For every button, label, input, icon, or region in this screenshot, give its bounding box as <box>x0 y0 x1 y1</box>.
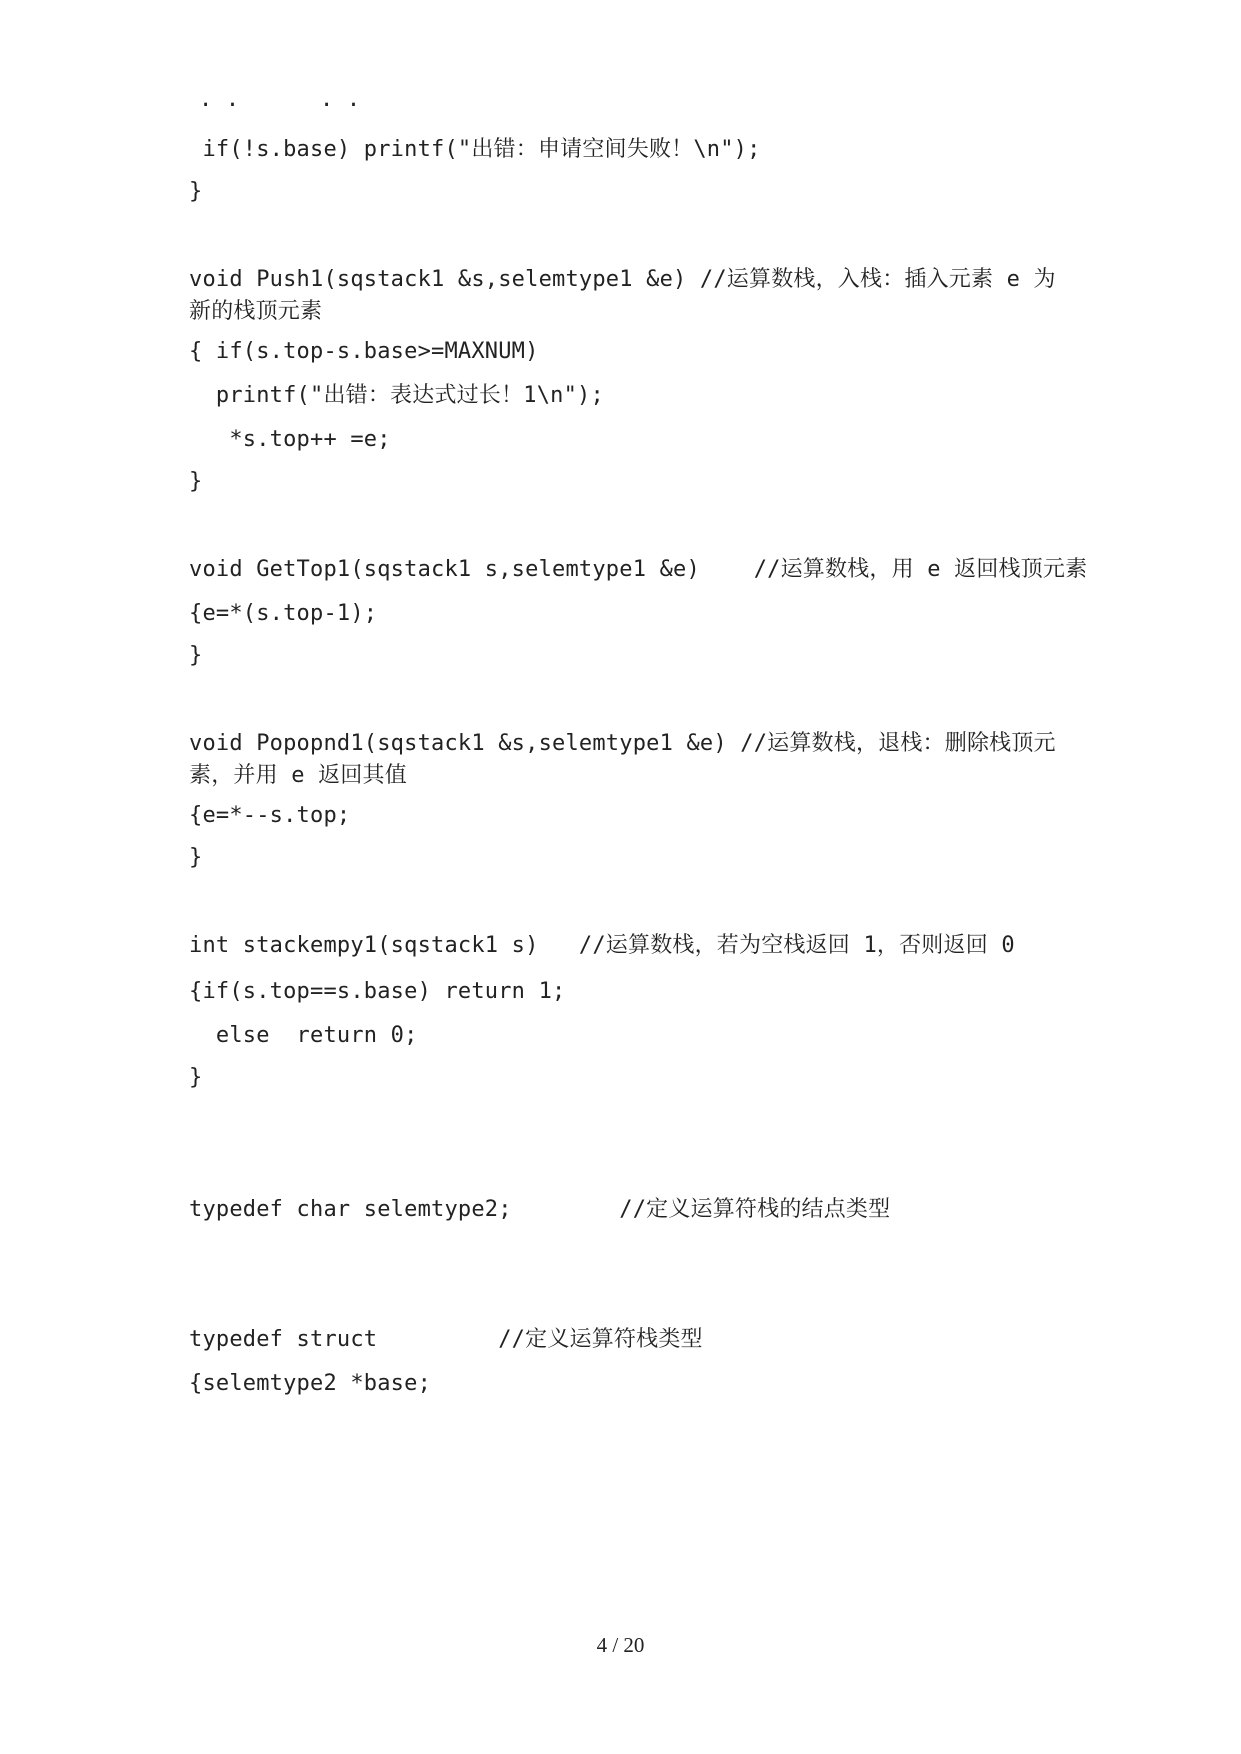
code-line-close-brace: } <box>189 643 203 668</box>
code-line-gettop1-signature: void GetTop1(sqstack1 s,selemtype1 &e) //运算数栈，用 e 返回栈顶元素 <box>189 557 1088 582</box>
code-line-push1-assign: *s.top++ =e; <box>189 427 391 452</box>
code-line-malloc-check: if(!s.base) printf("出错：申请空间失败！\n"); <box>189 137 761 162</box>
code-line-push1-if: { if(s.top-s.base>=MAXNUM) <box>189 339 539 364</box>
code-line-push1-signature: void Push1(sqstack1 &s,selemtype1 &e) //运算数栈，入栈：插入元素 e 为新的栈顶元素 <box>189 267 1056 324</box>
code-line-stackempy1-else: else return 0; <box>189 1023 418 1048</box>
code-line-typedef-struct: typedef struct //定义运算符栈类型 <box>189 1327 703 1352</box>
code-line-close-brace: } <box>189 1065 203 1090</box>
code-line-gettop1-body: {e=*(s.top-1); <box>189 601 378 626</box>
code-line-ellipsis: . . . . <box>199 87 361 112</box>
page-number: 4 / 20 <box>596 1633 645 1657</box>
code-line-close-brace: } <box>189 469 203 494</box>
code-line-typedef-selemtype2: typedef char selemtype2; //定义运算符栈的结点类型 <box>189 1197 891 1222</box>
code-line-popopnd1-body: {e=*--s.top; <box>189 803 351 828</box>
code-line-popopnd1-signature: void Popopnd1(sqstack1 &s,selemtype1 &e) //运算数栈，退栈：删除栈顶元素，并用 e 返回其值 <box>189 731 1056 788</box>
code-line-push1-printf: printf("出错：表达式过长！1\n"); <box>189 383 604 408</box>
code-line-struct-base: {selemtype2 *base; <box>189 1371 432 1396</box>
code-line-close-brace: } <box>189 845 203 870</box>
code-line-stackempy1-signature: int stackempy1(sqstack1 s) //运算数栈，若为空栈返回 1，否则返回 0 <box>189 933 1015 958</box>
code-line-close-brace: } <box>189 179 203 204</box>
code-line-stackempy1-if: {if(s.top==s.base) return 1; <box>189 979 566 1004</box>
